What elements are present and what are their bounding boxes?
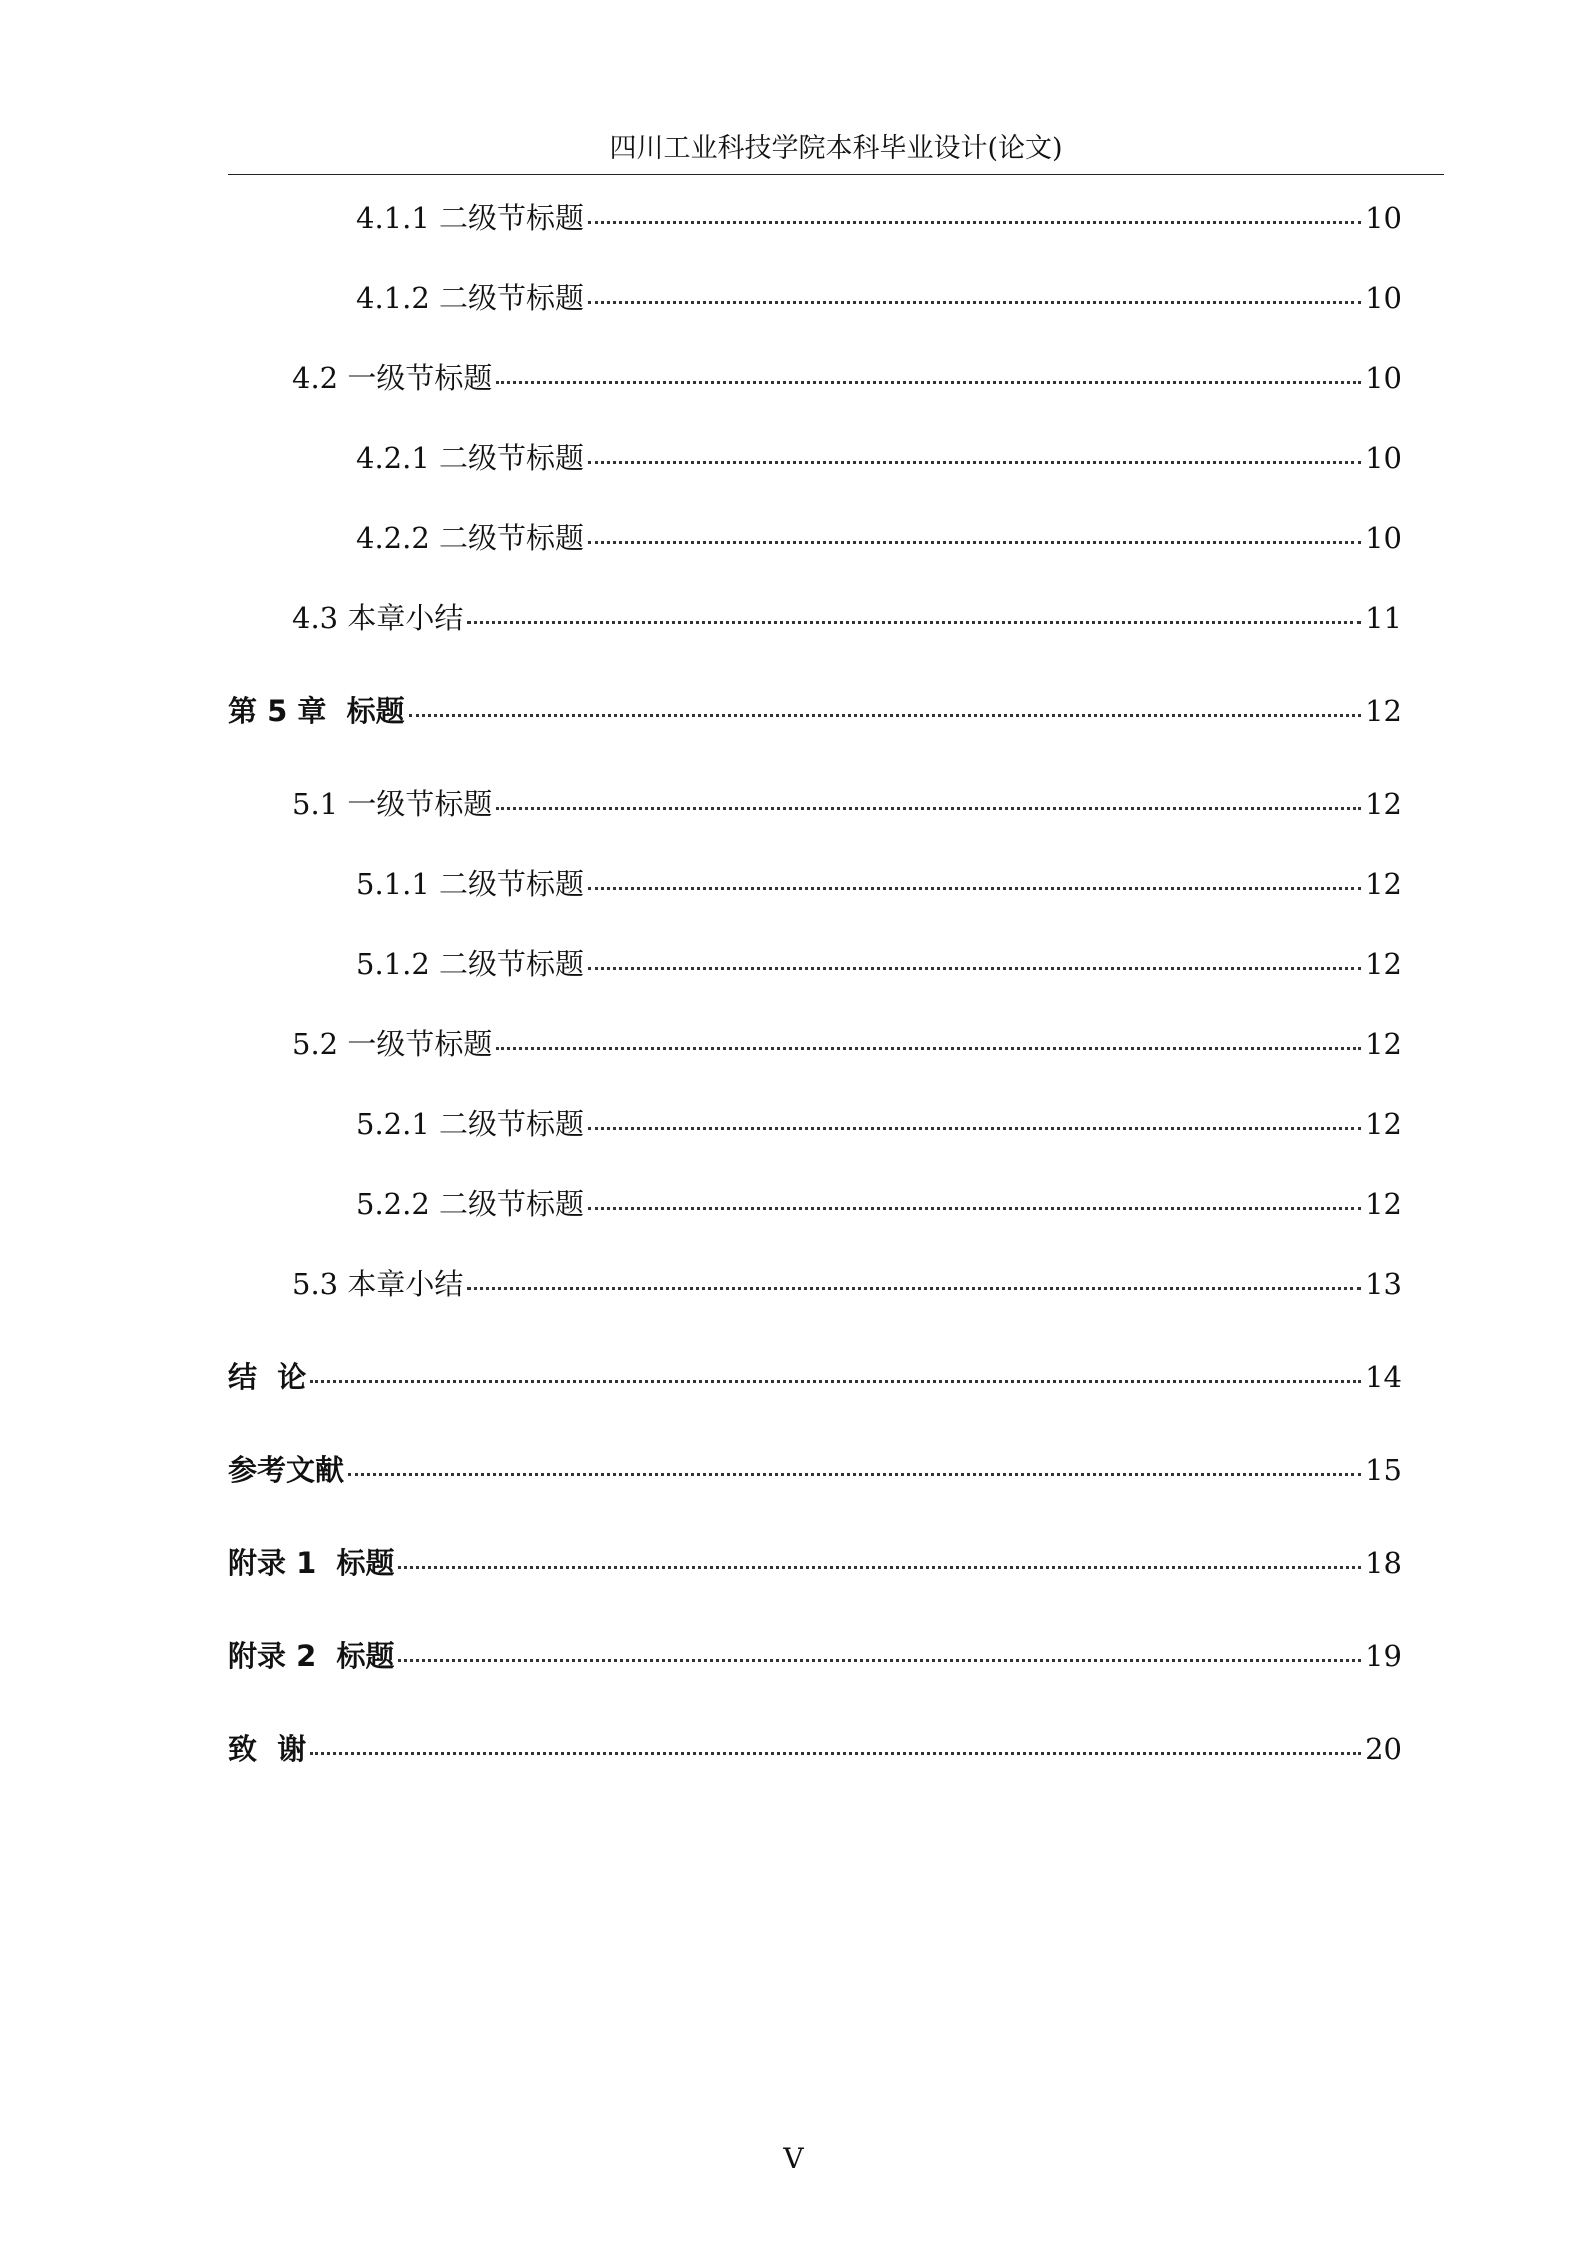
toc-entry-5-1-1[interactable] [356,862,1402,906]
toc-entry-label: 第 5 章 标题 [228,694,405,728]
toc-entry-page: 10 [1365,201,1402,235]
dot-leader [588,1127,1361,1130]
toc-entry-label: 5.2.2 二级节标题 [356,1187,585,1221]
toc-entry-page: 20 [1365,1732,1402,1766]
toc-entry-5-2[interactable] [292,1022,1402,1066]
dot-leader [588,1207,1361,1210]
toc-entry-page: 11 [1365,601,1402,635]
toc-entry-page: 12 [1365,867,1402,901]
toc-entry-page: 10 [1365,361,1402,395]
toc-entry-4-2-2[interactable] [356,516,1402,560]
page-header-title: 四川工业科技学院本科毕业设计(论文) [609,133,1063,164]
toc-entry-label: 4.2 一级节标题 [292,361,493,395]
toc-entry-conclusion[interactable] [228,1355,1402,1399]
toc-entry-label: 4.2.2 二级节标题 [356,521,585,555]
toc-entry-4-1-1[interactable] [356,196,1402,240]
toc-entry-page: 12 [1365,947,1402,981]
toc-entry-4-3[interactable] [292,596,1402,640]
dot-leader [588,967,1361,970]
toc-entry-acknowledgements[interactable] [228,1727,1402,1771]
toc-entry-5-1[interactable] [292,782,1402,826]
toc-entry-page: 13 [1365,1267,1402,1301]
toc-entry-page: 12 [1365,694,1402,728]
dot-leader [409,714,1362,717]
toc-entry-page: 14 [1365,1360,1402,1394]
dot-leader [310,1380,1361,1383]
dot-leader [588,461,1361,464]
toc-entry-page: 12 [1365,1187,1402,1221]
dot-leader [398,1566,1361,1569]
dot-leader [398,1659,1361,1662]
toc-entry-page: 10 [1365,281,1402,315]
dot-leader [348,1473,1361,1476]
toc-entry-4-2[interactable] [292,356,1402,400]
toc-entry-4-1-2[interactable] [356,276,1402,320]
dot-leader [496,1047,1361,1050]
toc-entry-label: 4.1.1 二级节标题 [356,201,585,235]
dot-leader [496,381,1361,384]
toc-entry-label: 附录 1 标题 [228,1546,395,1580]
toc-entry-label: 致 谢 [228,1732,307,1766]
toc-entry-label: 5.2.1 二级节标题 [356,1107,585,1141]
dot-leader [588,301,1361,304]
toc-entry-label: 4.1.2 二级节标题 [356,281,585,315]
toc-entry-label: 参考文献 [228,1453,345,1487]
dot-leader [496,807,1361,810]
toc-entry-label: 4.3 本章小结 [292,601,464,635]
toc-entry-5-2-2[interactable] [356,1182,1402,1226]
toc-entry-appendix-2[interactable] [228,1634,1402,1678]
dot-leader [588,221,1361,224]
toc-entry-label: 5.2 一级节标题 [292,1027,493,1061]
toc-entry-references[interactable] [228,1448,1402,1492]
dot-leader [310,1752,1361,1755]
dot-leader [588,887,1361,890]
toc-entry-appendix-1[interactable] [228,1541,1402,1585]
toc-entry-page: 15 [1365,1453,1402,1487]
toc-entry-page: 12 [1365,1027,1402,1061]
toc-entry-chapter-5[interactable] [228,689,1402,733]
dot-leader [467,621,1361,624]
toc-entry-label: 5.3 本章小结 [292,1267,464,1301]
dot-leader [588,541,1361,544]
toc-entry-page: 18 [1365,1546,1402,1580]
toc-entry-label: 4.2.1 二级节标题 [356,441,585,475]
toc-entry-page: 10 [1365,521,1402,555]
page-number: V [783,2142,804,2175]
toc-entry-page: 19 [1365,1639,1402,1673]
toc-entry-4-2-1[interactable] [356,436,1402,480]
header-divider [228,174,1444,175]
toc-entry-label: 5.1.1 二级节标题 [356,867,585,901]
dot-leader [467,1287,1361,1290]
toc-entry-label: 5.1 一级节标题 [292,787,493,821]
toc-entry-page: 12 [1365,787,1402,821]
toc-entry-page: 10 [1365,441,1402,475]
toc-entry-label: 结 论 [228,1360,307,1394]
toc-entry-5-3[interactable] [292,1262,1402,1306]
toc-entry-5-1-2[interactable] [356,942,1402,986]
toc-entry-label: 附录 2 标题 [228,1639,395,1673]
toc-entry-5-2-1[interactable] [356,1102,1402,1146]
toc-entry-page: 12 [1365,1107,1402,1141]
toc-entry-label: 5.1.2 二级节标题 [356,947,585,981]
